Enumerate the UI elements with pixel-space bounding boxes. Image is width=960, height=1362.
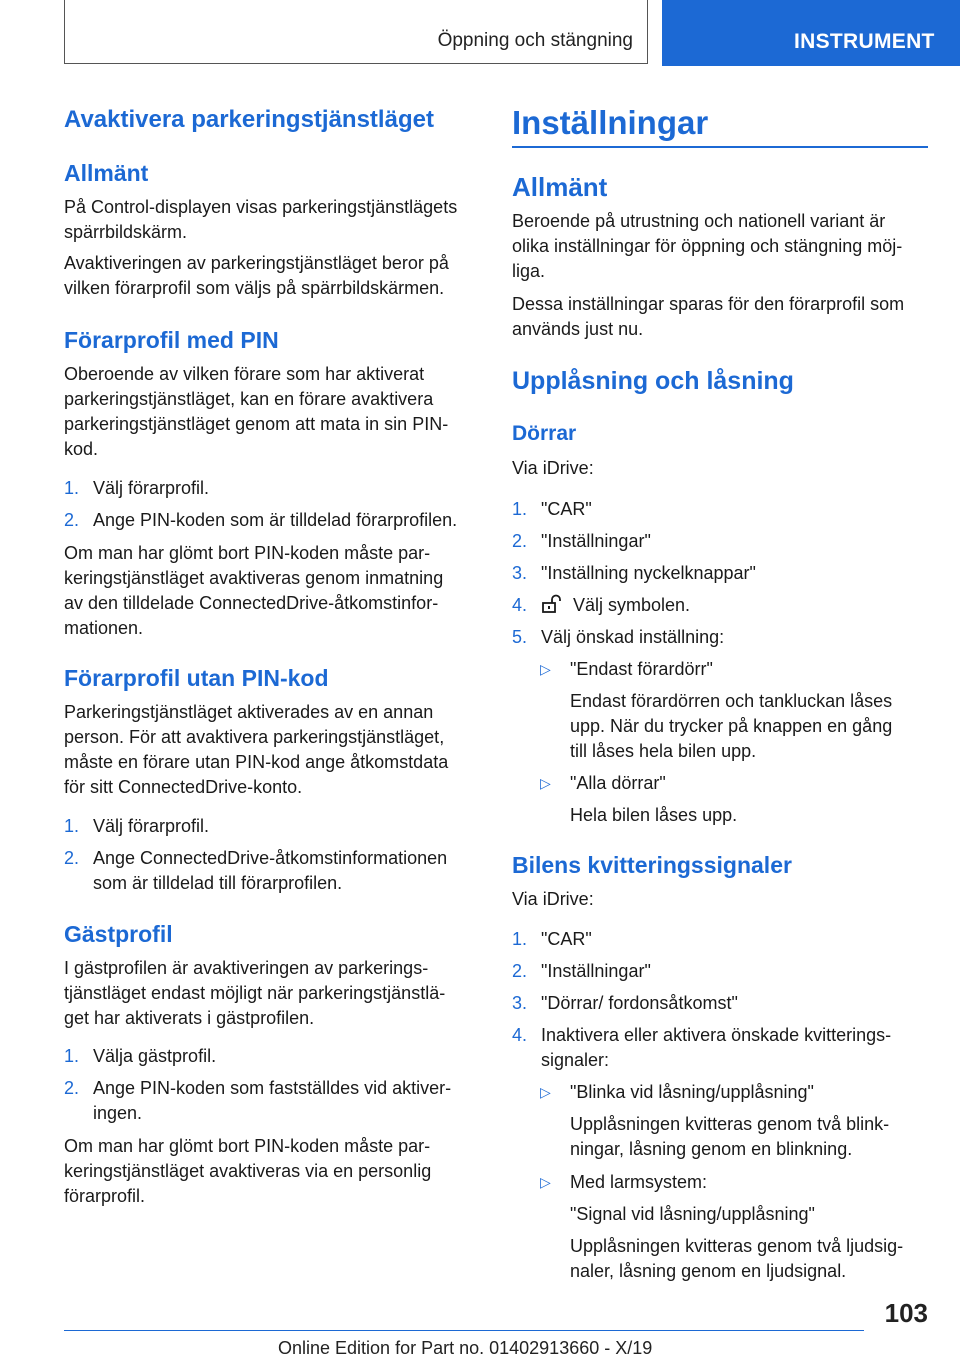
list-item: 2. Ange PIN-koden som fastställdes vid aktiver- ingen. [64,1078,452,1123]
paragraph: Via iDrive: [512,458,594,478]
paragraph: Oberoende av vilken förare som har aktiverat parkeringstjänstläget, kan en förare avaktivera parkeringstjänstläget genom att mata in sin PIN- kod. [64,364,449,459]
triangle-right-icon: ▷ [540,775,551,791]
header-section-title: Öppning och stängning [437,30,633,51]
paragraph: "Signal vid låsning/upplåsning" [570,1204,815,1224]
heading-doors: Dörrar [512,422,577,445]
paragraph: Endast förardörren och tankluckan låses upp. När du trycker på knappen en gång till låses hela bilen upp. [570,691,893,761]
section-title: Avaktivera parkeringstjänstläget [64,106,434,133]
triangle-right-icon: ▷ [540,1084,551,1100]
paragraph: Upplåsningen kvitteras genom två ljudsig- naler, låsning genom en ljudsignal. [570,1236,904,1281]
header-tab: INSTRUMENT [662,0,960,66]
heading-unlock-lock: Upplåsning och låsning [512,367,794,395]
heading-profile-pin: Förarprofil med PIN [64,327,279,353]
triangle-right-icon: ▷ [540,661,551,677]
paragraph: Om man har glömt bort PIN-koden måste par- keringstjänstläget avaktiveras genom inmatning av den tilldelade ConnectedDrive-åtkomstinfor- mationen. [64,543,444,638]
paragraph: Avaktiveringen av parkeringstjänstläget beror på vilken förarprofil som väljs på spärrbildskärmen. [64,253,449,298]
paragraph: Parkeringstjänstläget aktiverades av en annan person. För att avaktivera parkeringstjänstläget, måste en förare utan PIN-kod ange åtkomstdata för sitt ConnectedDrive-konto. [64,702,449,797]
title-underline [512,146,928,148]
paragraph: Om man har glömt bort PIN-koden måste par- keringstjänstläget avaktiveras via en personlig förarprofil. [64,1136,432,1206]
triangle-right-icon: ▷ [540,1174,551,1190]
paragraph: Upplåsningen kvitteras genom två blink- ningar, låsning genom en blinkning. [570,1114,890,1159]
list-item: 4. Inaktivera eller aktivera önskade kvitterings- signaler: [512,1025,892,1070]
heading-confirmation-signals: Bilens kvitteringssignaler [512,852,792,878]
heading-general: Allmänt [512,172,608,202]
page-number: 103 [884,1298,928,1328]
paragraph: Dessa inställningar sparas för den förarprofil som används just nu. [512,294,905,339]
footer-edition: Online Edition for Part no. 01402913660 - X/19 [278,1338,653,1358]
header-section-box [64,0,648,64]
paragraph: Beroende på utrustning och nationell variant är olika inställningar för öppning och stängning möj- liga. [512,211,903,281]
paragraph: Hela bilen låses upp. [570,805,738,825]
heading-profile-no-pin: Förarprofil utan PIN-kod [64,665,329,691]
footer-divider [64,1330,864,1331]
list-item: 2. Ange ConnectedDrive-åtkomstinformationen som är tilldelad till förarprofilen. [64,848,448,893]
unlock-icon [541,594,565,614]
chapter-title: Inställningar [512,104,709,141]
paragraph: Via iDrive: [512,889,594,909]
paragraph: På Control-displayen visas parkeringstjänstlägets spärrbildskärm. [64,197,458,242]
heading-general: Allmänt [64,160,149,186]
heading-guest-profile: Gästprofil [64,921,173,947]
paragraph: I gästprofilen är avaktiveringen av parkerings- tjänstläget endast möjligt när parkeringstjänstlä- get har aktiverats i gästprofilen. [64,958,446,1028]
